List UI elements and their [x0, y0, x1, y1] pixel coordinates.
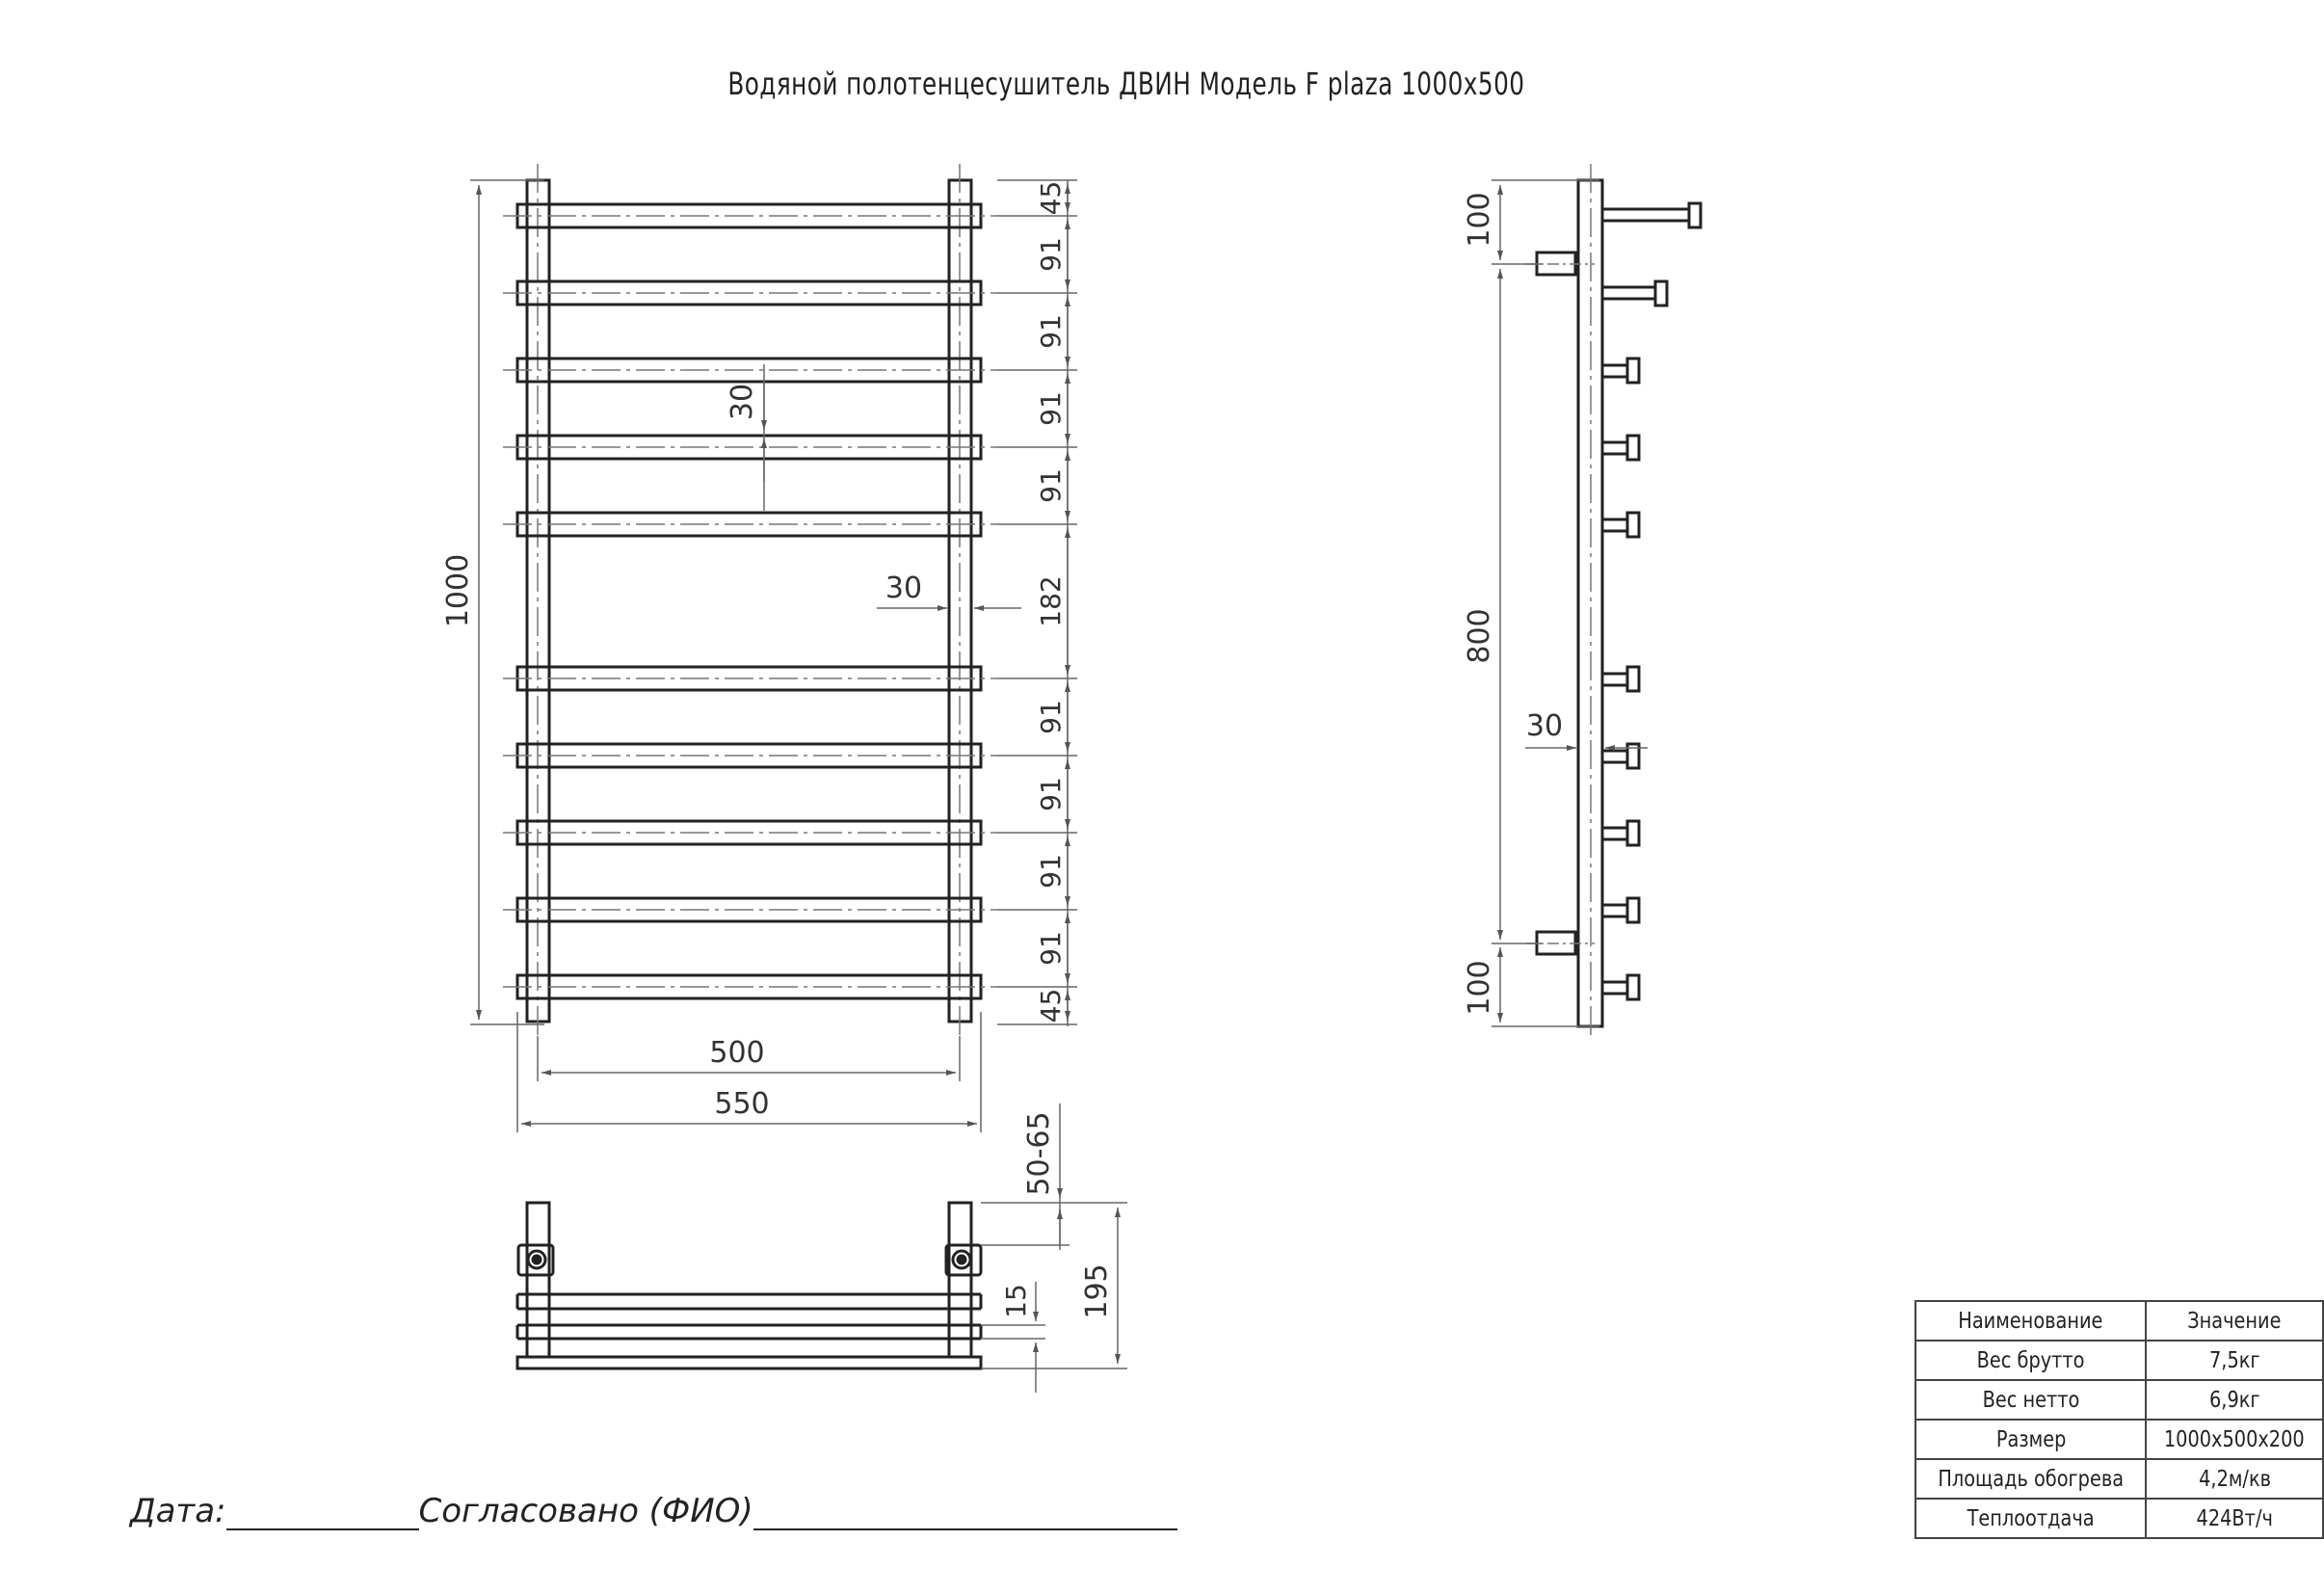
signature-block: [130, 1492, 1177, 1530]
chain-dimension-label: 91: [1035, 237, 1067, 272]
specs-row: [1915, 1380, 2323, 1420]
bar-height-label: 30: [726, 383, 759, 421]
spec-value: 1000х500х200: [2164, 1426, 2306, 1452]
pipe-stub: [1602, 905, 1627, 917]
side-bottom-label: 100: [1463, 960, 1496, 1016]
pipe-cap: [1627, 667, 1639, 691]
bar-gap-label: 30: [885, 571, 923, 605]
width-outer-label: 550: [714, 1087, 770, 1121]
pipe-cap: [1627, 359, 1639, 383]
pipe-stub: [1602, 442, 1627, 454]
specs-row: [1915, 1499, 2323, 1538]
front-view: [503, 164, 997, 1036]
chain-dimension-label: 182: [1035, 575, 1067, 627]
side-top-label: 100: [1463, 192, 1496, 248]
chain-dimension-label: 91: [1035, 777, 1067, 811]
chain-dimension-label: 45: [1035, 988, 1067, 1023]
side-bar-label: 30: [1525, 709, 1564, 743]
pipe-stub: [1602, 365, 1627, 377]
chain-dimension-label: 91: [1035, 314, 1067, 349]
specs-row: [1915, 1459, 2323, 1499]
pipe-cap: [1627, 436, 1639, 460]
spec-value: 4,2м/кв: [2198, 1466, 2271, 1492]
date-label: Дата:: [130, 1492, 226, 1530]
depth-label: 195: [1080, 1263, 1114, 1319]
chain-dimension-label: 91: [1035, 391, 1067, 426]
top-view: [517, 1203, 981, 1368]
date-line: [226, 1500, 419, 1530]
spec-name: Вес брутто: [1976, 1347, 2085, 1373]
pipe-stub: [1602, 982, 1627, 994]
side-dimensions: [1492, 180, 1648, 1026]
pipe-stub: [1602, 674, 1627, 685]
pipe-stub: [1602, 828, 1627, 839]
chain-dimension-label: 91: [1035, 854, 1067, 889]
top-right-post: [949, 1203, 971, 1357]
drawing-title: Водяной полотенцесушитель ДВИН Модель F plaza 1000х500: [727, 66, 1525, 102]
pipe-cap: [1627, 975, 1639, 999]
top-left-post: [527, 1203, 549, 1357]
approved-label: Согласовано (ФИО): [418, 1492, 753, 1530]
specs-row: [1915, 1420, 2323, 1459]
height-label: 1000: [441, 553, 475, 628]
pipe-stub: [1602, 519, 1627, 531]
spec-name: Вес нетто: [1982, 1387, 2080, 1413]
specs-row: [1915, 1341, 2323, 1380]
side-dimension-labels: [1463, 192, 1563, 1015]
pipe-cap: [1627, 513, 1639, 537]
specs-table: [1915, 1300, 2324, 1539]
width-inner-label: 500: [709, 1036, 765, 1070]
pipe-cap: [1627, 821, 1639, 845]
spec-value: 6,9кг: [2208, 1387, 2260, 1413]
top-dimension-labels: [1000, 1111, 1114, 1318]
wall-offset-label: 50-65: [1022, 1111, 1056, 1196]
specs-header-row: [1915, 1301, 2323, 1341]
approved-line: [753, 1500, 1177, 1530]
chain-dimension-label: 91: [1035, 700, 1067, 734]
spec-value: 7,5кг: [2208, 1347, 2260, 1373]
specs-header-value: Значение: [2187, 1308, 2282, 1334]
pipe-label: 15: [1000, 1284, 1032, 1318]
front-bars: [503, 204, 997, 998]
side-view: [1525, 164, 1701, 1041]
front-dimension-labels: [441, 181, 1067, 1121]
pipe-cap: [1627, 898, 1639, 922]
spec-value: 424Вт/ч: [2196, 1505, 2273, 1531]
spec-name: Площадь обогрева: [1938, 1466, 2125, 1492]
spec-name: Теплоотдача: [1967, 1505, 2095, 1531]
chain-dimension-label: 45: [1035, 180, 1067, 216]
side-center-label: 800: [1463, 608, 1496, 664]
front-dimensions: [470, 180, 1077, 1132]
specs-header-name: Наименование: [1958, 1308, 2103, 1334]
chain-dimension-label: 91: [1035, 931, 1067, 966]
chain-dimension-label: 91: [1035, 468, 1067, 503]
pipe-stub: [1602, 751, 1627, 762]
spec-name: Размер: [1995, 1426, 2066, 1452]
